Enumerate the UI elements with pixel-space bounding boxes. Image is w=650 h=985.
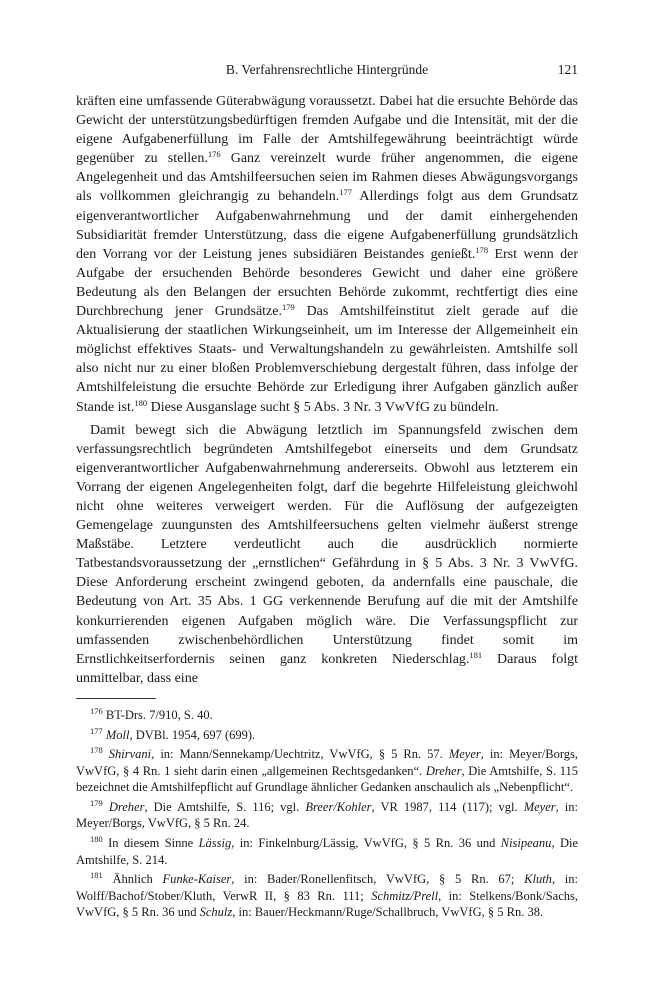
- author-name: Lässig: [198, 836, 232, 851]
- author-name: Meyer: [523, 799, 556, 814]
- author-name: Moll: [105, 727, 130, 742]
- footnote-number: 181: [90, 870, 103, 881]
- author-name: Nisipeanu: [500, 836, 552, 851]
- author-name: Schmitz/Prell: [371, 888, 439, 903]
- text-run: , Die Amtshilfe, S. 116; vgl.: [144, 799, 306, 814]
- author-name: Funke-Kaiser: [162, 872, 232, 887]
- text-run: , in: Finkelnburg/Lässig, VwVfG, § 5 Rn. 36 und: [231, 836, 501, 851]
- text-run: , in: Bader/Ronellenfitsch, VwVfG, § 5 Rn. 67;: [231, 872, 525, 887]
- footnote: [76, 707, 578, 724]
- footnote-number: 177: [90, 725, 103, 736]
- text-run: , in: Stelkens/Bonk/Sachs, VwVfG, § 5 Rn. 36 und: [76, 888, 578, 920]
- text-run: , in: Meyer/Borgs, VwVfG, § 5 Rn. 24.: [76, 799, 578, 831]
- author-name: Shirvani: [108, 747, 152, 762]
- footnote-number: 176: [90, 705, 103, 716]
- footnotes: [76, 707, 578, 921]
- text-run: Erst wenn der Aufgabe der ersuchenden Behörde besonderes Gewicht und daher eine größere Bedeutung als den Belangen der ersuchten Behörde zukommt, rechtfertigt dies eine Durchbrechung jener Grundsätze.: [76, 246, 578, 320]
- body-paragraph: [76, 421, 578, 688]
- footnote-ref: 177: [339, 187, 353, 198]
- text-run: Daraus folgt unmittelbar, dass eine: [76, 651, 579, 686]
- text-run: , in: Wolff/Bachof/Stober/Kluth, VerwR II, § 83 Rn. 111;: [76, 872, 578, 903]
- text-run: , in: Bauer/Heckmann/Ruge/Schallbruch, VwVfG, § 5 Rn. 38.: [232, 905, 544, 920]
- page-number: 121: [557, 62, 578, 77]
- running-header-title: B. Verfahrensrechtliche Hintergründe: [225, 62, 429, 77]
- page: [76, 62, 578, 924]
- footnote: [76, 835, 578, 868]
- body-text: [76, 92, 578, 688]
- footnote-ref: 178: [475, 244, 489, 255]
- author-name: Breer/Kohler: [305, 799, 372, 814]
- text-run: Diese Ausganslage sucht § 5 Abs. 3 Nr. 3 VwVfG zu bündeln.: [147, 399, 499, 415]
- author-name: Meyer: [448, 747, 481, 762]
- footnote-ref: 181: [469, 649, 483, 660]
- author-name: Schulz: [199, 905, 233, 920]
- footnote-ref: 176: [207, 149, 221, 160]
- running-header: [76, 62, 578, 92]
- text-run: kräften eine umfassende Güterabwägung voraussetzt. Dabei hat die ersuchte Behörde das Gewicht der unterstützungsbedürftigen fremden Aufgabe und die Intensität, mit der die eigene Aufgabenerfüllung im Falle der Amtshilfegewährung beeinträchtigt würde gegenüber zu stellen.: [76, 94, 578, 167]
- text-run: Ähnlich: [102, 872, 163, 887]
- text-run: , in: Meyer/Borgs, VwVfG, § 4 Rn. 1 sieht darin einen „allgemeinen Rechtsgedanken“.: [76, 747, 579, 778]
- text-run: , Die Amtshilfe, S. 214.: [76, 836, 578, 867]
- author-name: Kluth: [524, 872, 552, 887]
- footnote-number: 180: [90, 834, 103, 845]
- author-name: Dreher: [425, 763, 462, 778]
- text-run: BT-Drs. 7/910, S. 40.: [102, 707, 213, 722]
- footnote-ref: 180: [134, 397, 148, 408]
- footnote: [76, 871, 578, 921]
- text-run: Damit bewegt sich die Abwägung letztlich im Spannungsfeld zwischen dem verfassungsrechtlich begründeten Amtshilfegebot einerseits und dem Grundsatz eigenverantwortlicher Aufgabenwahrnehmung andererseits. Obwohl aus letzterem ein Vorrang der eigenen Angelegenheiten folgt, darf die begehrte Hilfeleistung gleichwohl nicht ohne weiteres verweigert werden. Für die Auflösung der aufgezeigten Gemengelage zuungunsten des Amtshilfeersuchens gelten vielmehr äußerst strenge Maßstäbe. Letztere verdeutlicht auch die ausdrücklich normierte Tatbestandsvoraussetzung der „ernstlichen“ Gefährdung in § 5 Abs. 3 Nr. 3 VwVfG. Diese Anforderung erscheint zwingend geboten, da andernfalls eine pauschale, die Bedeutung von Art. 35 Abs. 1 GG verkennende Berufung auf die mit der Amtshilfe konkurrierenden eigenen Aufgaben möglich wäre. Die Verfassungspflicht zur umfassenden zwischenbehördlichen Unterstützung findet somit im Ernstlichkeitserfordernis seinen ganz konkreten Niederschlag.: [76, 422, 578, 667]
- text-run: Ganz vereinzelt wurde früher angenommen, die eigene Angelegenheit und das Amtshilfeersuchen seien im Rahmen dieses Abwägungsvorgangs als vollkommen gleichrangig zu behandeln.: [76, 151, 579, 205]
- text-run: In diesem Sinne: [102, 836, 199, 851]
- text-run: , in: Mann/Sennekamp/Uechtritz, VwVfG, § 5 Rn. 57.: [151, 747, 449, 762]
- footnote-separator: [76, 698, 156, 699]
- text-run: Allerdings folgt aus dem Grundsatz eigenverantwortlicher Aufgabenwahrnehmung und der damit einhergehenden Subsidiarität fremder Unterstützung, dass die eigene Aufgabenerfüllung grundsätzlich den Vorrang vor der Leistung jenes subsidiären Beistandes genießt.: [76, 189, 578, 262]
- text-run: , VR 1987, 114 (117); vgl.: [371, 799, 524, 814]
- footnote-ref: 179: [281, 302, 295, 313]
- text-run: Das Amtshilfeinstitut zielt gerade auf die Aktualisierung der staatlichen Wirkungseinheit, um im Interesse der Allgemeinheit ein möglichst effektives Staats- und Verwaltungshandeln zu gewährleisten. Amtshilfe soll also nicht nur zu einer bloßen Problemverschiebung dergestalt führen, dass infolge der Amtshilfeleistung die ersuchte Behörde zur Erledigung ihrer Aufgaben gänzlich außer Stande ist.: [76, 304, 578, 415]
- text-run: , DVBl. 1954, 697 (699).: [129, 727, 256, 742]
- footnote: [76, 799, 578, 832]
- body-paragraph: [76, 92, 578, 417]
- footnote-number: 179: [90, 797, 103, 808]
- footnote: [76, 746, 578, 796]
- footnote: [76, 727, 578, 744]
- author-name: Dreher: [108, 799, 145, 814]
- text-run: , Die Amtshilfe, S. 115 bezeichnet die Amtshilfepflicht auf Grundlage ähnlicher Gedanken anschaulich als „Nebenpflicht“.: [76, 763, 578, 795]
- footnote-number: 178: [90, 745, 103, 756]
